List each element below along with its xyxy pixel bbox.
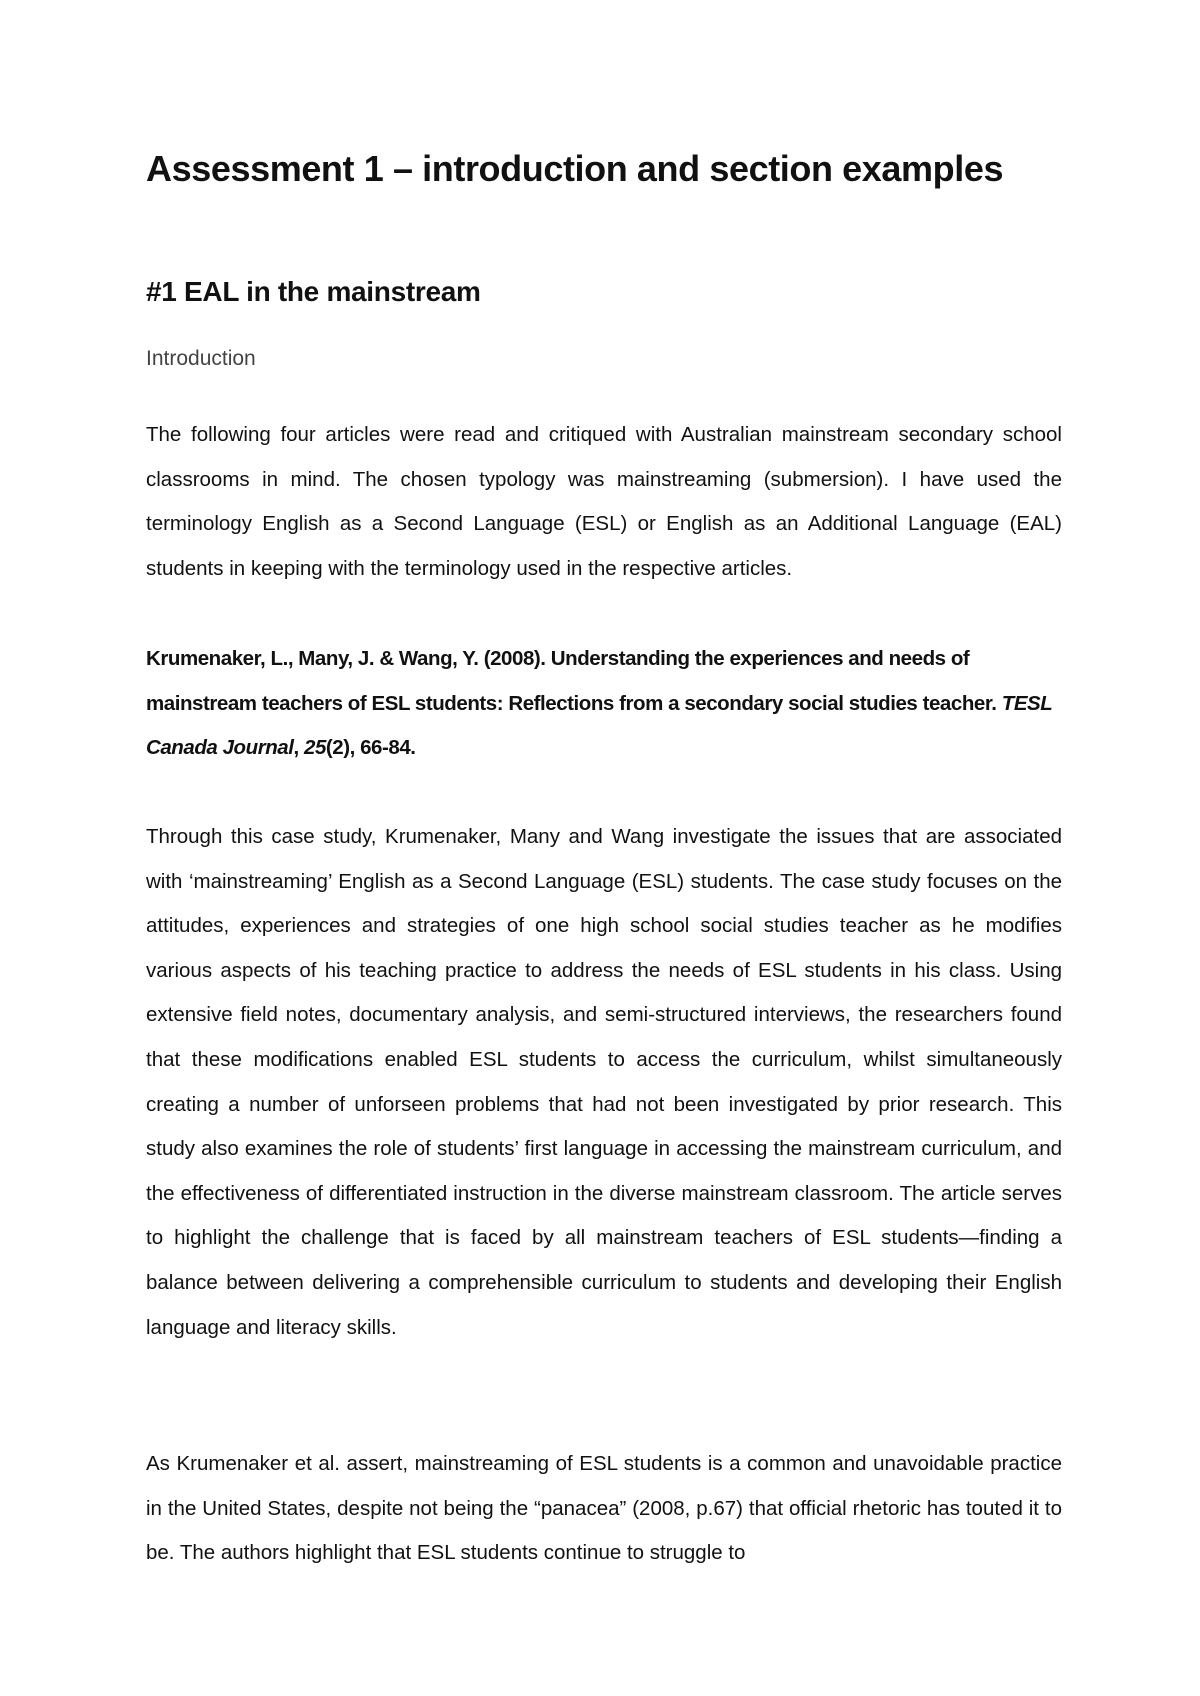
reference-journal: TESL Canada Journal (146, 691, 1052, 760)
reference-volume: 25 (304, 736, 326, 760)
reference-authors-title: Krumenaker, L., Many, J. & Wang, Y. (2008). Understanding the experiences and needs of mainstream teachers of ESL students: Reflections from a secondary social studies teacher. (146, 647, 1002, 715)
body-paragraph-1: Through this case study, Krumenaker, Many and Wang investigate the issues that are associated with ‘mainstreaming’ English as a Second Language (ESL) students. The case study focuses on the attitudes, experiences and strategies of one high school social studies teacher as he modifies various aspects of his teaching practice to address the needs of ESL students in his class. Using extensive field notes, documentary analysis, and semi-structured interviews, the researchers found that these modifications enabled ESL students to access the curriculum, whilst simultaneously creating a number of unforseen problems that had not been investigated by prior research. This study also examines the role of students’ first language in accessing the mainstream curriculum, and the effectiveness of differentiated instruction in the diverse mainstream classroom. The article serves to highlight the challenge that is faced by all mainstream teachers of ESL students—finding a balance between delivering a comprehensible curriculum to students and developing their English language and literacy skills. (146, 825, 1062, 1339)
article-reference (146, 637, 1076, 771)
introduction-heading: Introduction (146, 347, 256, 370)
reference-issue-pages: (2), 66-84. (325, 736, 416, 760)
section-heading: #1 EAL in the mainstream (146, 276, 481, 307)
body-paragraph-2: As Krumenaker et al. assert, mainstreaming of ESL students is a common and unavoidable practice in the United States, despite not being the “panacea” (2008, p.67) that official rhetoric has touted it to be. The authors highlight that ESL students continue to struggle to (146, 1452, 1062, 1565)
introduction-paragraph: The following four articles were read and critiqued with Australian mainstream secondary school classrooms in mind. The chosen typology was mainstreaming (submersion). I have used the terminology English as a Second Language (ESL) or English as an Additional Language (EAL) students in keeping with the terminology used in the respective articles. (146, 423, 1062, 580)
document-title: Assessment 1 – introduction and section examples (146, 148, 1004, 189)
reference-separator: , (293, 736, 304, 760)
